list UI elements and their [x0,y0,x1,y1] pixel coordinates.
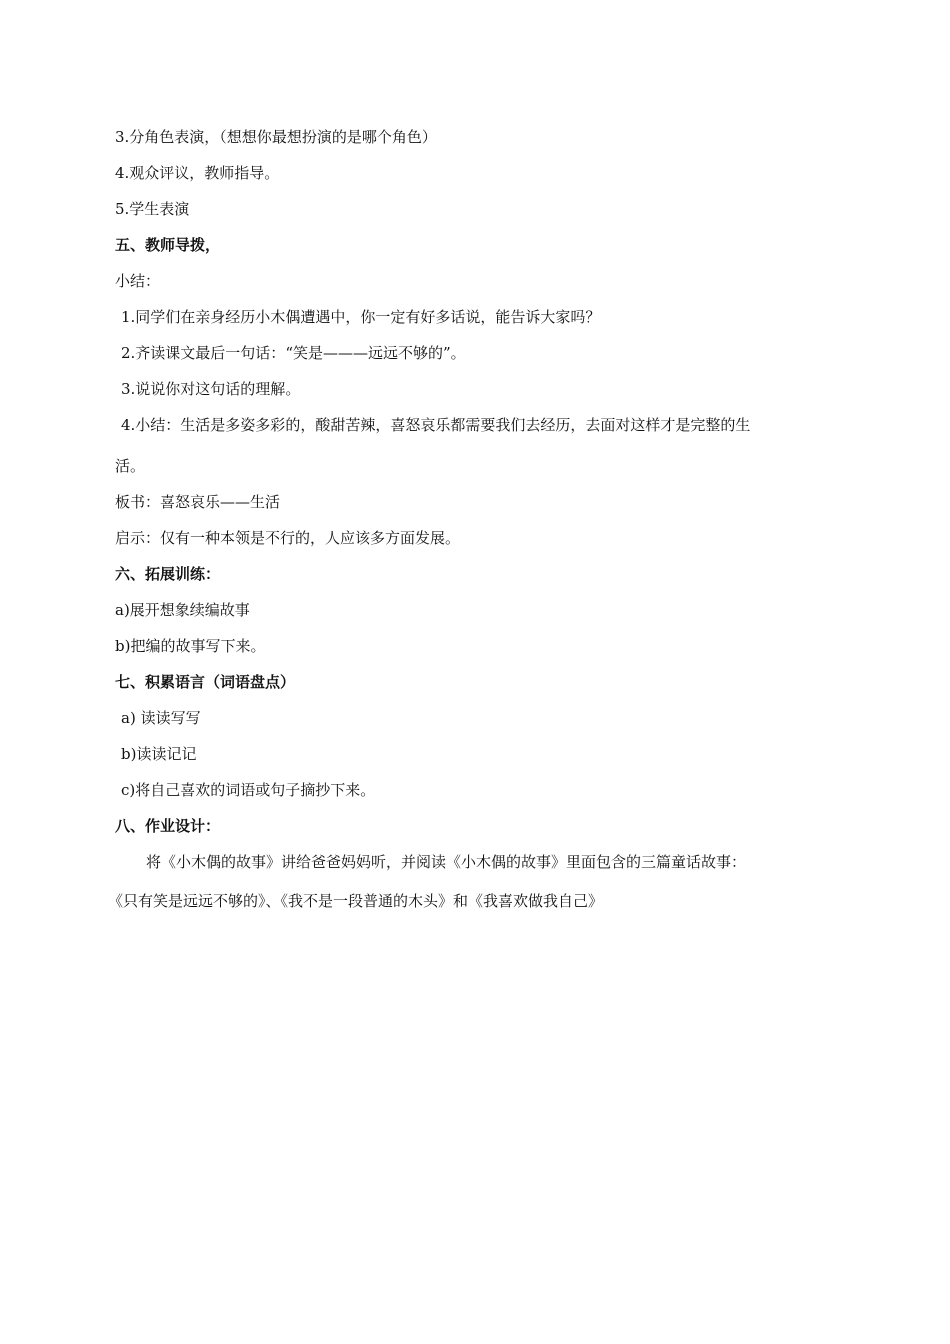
extension-item-b: b)把编的故事写下来。 [115,637,266,655]
summary-item-4-continued: 活。 [115,457,146,475]
summary-item-1: 1.同学们在亲身经历小木偶遭遇中，你一定有好多话说，能告诉大家吗？ [121,308,601,326]
homework-line-1: 将《小木偶的故事》讲给爸爸妈妈听，并阅读《小木偶的故事》里面包含的三篇童话故事： [146,853,747,871]
language-item-b: b)读读记记 [121,745,197,763]
summary-label: 小结： [115,272,161,290]
section-8-heading: 八、作业设计： [115,817,221,835]
section-6-heading: 六、拓展训练： [115,565,221,583]
extension-item-a: a)展开想象续编故事 [115,601,250,619]
inspiration: 启示：仅有一种本领是不行的，人应该多方面发展。 [115,529,461,547]
step-3-role-play: 3.分角色表演，（想想你最想扮演的是哪个角色） [115,128,437,146]
summary-item-2: 2.齐读课文最后一句话：“笑是———远远不够的”。 [121,344,466,362]
step-4-audience-review: 4.观众评议，教师指导。 [115,164,280,182]
section-7-heading: 七、积累语言（词语盘点） [115,673,296,691]
homework-line-2: 《只有笑是远远不够的》、《我不是一段普通的木头》和《我喜欢做我自己》 [108,892,604,910]
blackboard-writing: 板书：喜怒哀乐——生活 [115,493,281,511]
step-5-student-performance: 5.学生表演 [115,200,190,218]
summary-item-4: 4.小结：生活是多姿多彩的，酸甜苦辣，喜怒哀乐都需要我们去经历，去面对这样才是完整的生 [121,416,751,434]
language-item-a: a) 读读写写 [121,709,201,727]
section-5-heading: 五、教师导拨， [115,236,221,254]
summary-item-3: 3.说说你对这句话的理解。 [121,380,301,398]
language-item-c: c)将自己喜欢的词语或句子摘抄下来。 [121,781,376,799]
